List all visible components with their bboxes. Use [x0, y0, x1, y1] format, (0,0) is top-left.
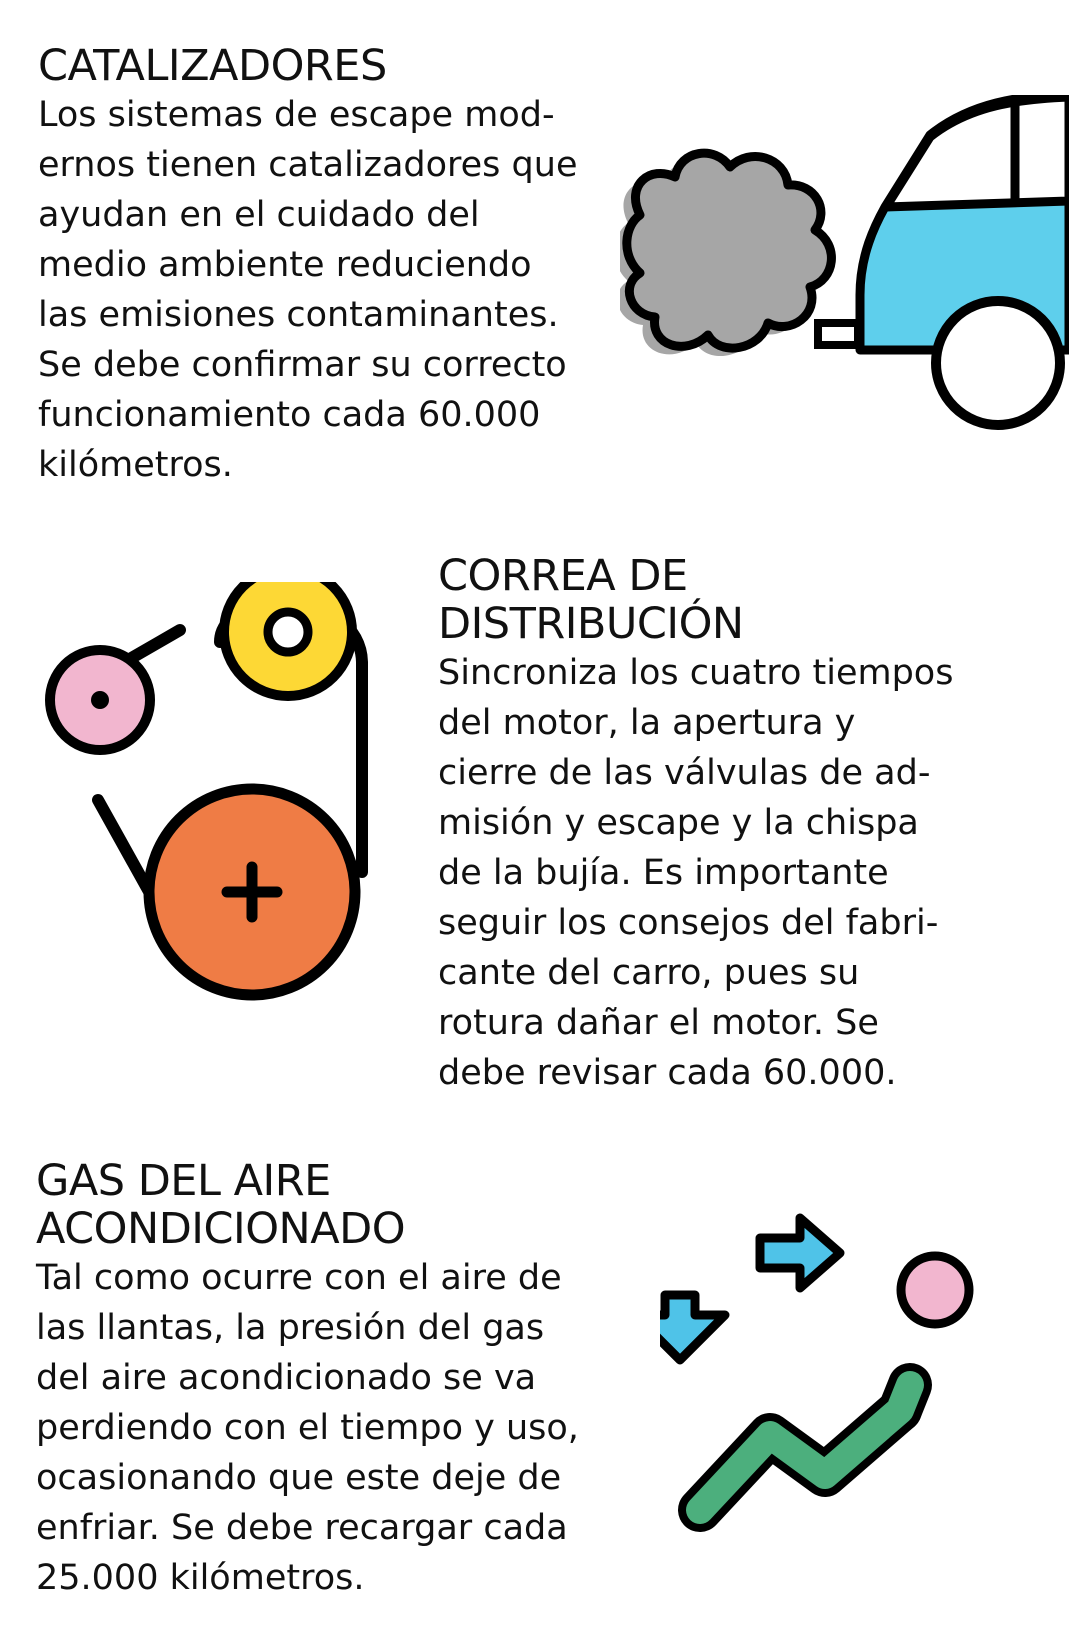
section-catalizadores	[38, 42, 658, 490]
body-line: kilómetros.	[38, 445, 233, 485]
timing-belt-icon	[40, 582, 390, 1062]
body-line: misión y escape y la chispa	[438, 803, 919, 843]
section-correa-distribucion	[438, 552, 1063, 1098]
section-title	[38, 42, 658, 90]
body-line: cierre de las válvulas de ad-	[438, 753, 931, 793]
body-line: Se debe confirmar su correcto	[38, 345, 567, 385]
body-line: ocasionando que este deje de	[36, 1458, 562, 1498]
body-line: 25.000 kilómetros.	[36, 1558, 365, 1598]
title-line: GAS DEL AIRE	[36, 1156, 331, 1206]
body-line: ayudan en el cuidado del	[38, 195, 480, 235]
body-line: del aire acondicionado se va	[36, 1358, 537, 1398]
body-line: las emisiones contaminantes.	[38, 295, 559, 335]
car-exhaust-icon	[620, 95, 1069, 440]
body-line: perdiendo con el tiempo y uso,	[36, 1408, 579, 1448]
section-gas-aire-acondicionado	[36, 1157, 676, 1603]
title-line: ACONDICIONADO	[36, 1204, 406, 1254]
section-title	[438, 552, 1063, 648]
section-title	[36, 1157, 676, 1253]
body-line: las llantas, la presión del gas	[36, 1308, 545, 1348]
section-body	[38, 90, 658, 490]
body-line: ernos tienen catalizadores que	[38, 145, 578, 185]
body-line: Sincroniza los cuatro tiempos	[438, 653, 954, 693]
title-line: CATALIZADORES	[38, 41, 387, 91]
body-line: funcionamiento cada 60.000	[38, 395, 541, 435]
body-line: cante del carro, pues su	[438, 953, 860, 993]
body-line: Los sistemas de escape mod-	[38, 95, 555, 135]
body-line: Tal como ocurre con el aire de	[36, 1258, 562, 1298]
section-body	[36, 1253, 676, 1603]
body-line: debe revisar cada 60.000.	[438, 1053, 897, 1093]
title-line: DISTRIBUCIÓN	[438, 599, 744, 649]
body-line: rotura dañar el motor. Se	[438, 1003, 879, 1043]
body-line: seguir los consejos del fabri-	[438, 903, 939, 943]
body-line: medio ambiente reduciendo	[38, 245, 532, 285]
body-line: de la bujía. Es importante	[438, 853, 889, 893]
body-line: enfriar. Se debe recargar cada	[36, 1508, 568, 1548]
section-body	[438, 648, 1063, 1098]
air-conditioning-seat-icon	[660, 1200, 1020, 1560]
title-line: CORREA DE	[438, 551, 688, 601]
body-line: del motor, la apertura y	[438, 703, 856, 743]
